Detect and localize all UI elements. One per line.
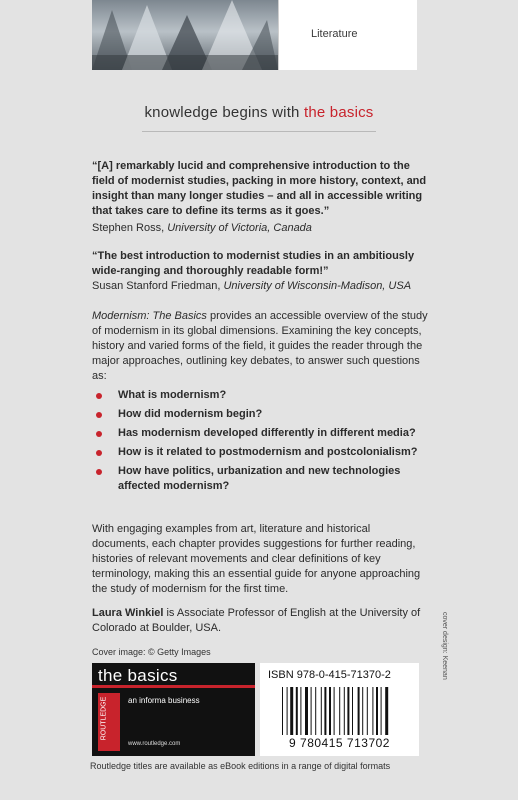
list-item: How did modernism begin?: [96, 407, 426, 422]
cover-image-credit: Cover image: © Getty Images: [92, 647, 211, 657]
series-logo-text: the basics: [98, 666, 178, 685]
business-text: an informa business: [128, 696, 200, 705]
category-label: Literature: [311, 28, 358, 40]
design-credit-text: cover design: Keenan: [441, 612, 448, 680]
series-tagline: [0, 104, 518, 121]
quote-2-affiliation: University of Wisconsin-Madison, USA: [223, 280, 412, 292]
barcode-icon: [280, 687, 410, 735]
series-logo: [92, 663, 255, 756]
architecture-photo-icon: [92, 0, 278, 70]
author-bio-text: is Associate Professor of English at the University of Colorado at Boulder, USA.: [92, 607, 421, 634]
category-label-box: [278, 0, 417, 70]
quote-2-author: Susan Stanford Friedman,: [92, 280, 224, 292]
list-item: How is it related to postmodernism and postcolonialism?: [96, 445, 426, 460]
quote-1-attribution: [92, 221, 428, 236]
divider: [142, 131, 376, 132]
book-title: Modernism: The Basics: [92, 310, 207, 322]
barcode-digits: 9 780415 713702: [289, 736, 390, 750]
logo-red-bar: [92, 685, 255, 688]
quote-1: “[A] remarkably lucid and comprehensive introduction to the field of modernist studies, packing in more history, context, and insight than many longer studies – and all in accessible writing that takes care to define its terms as it goes.”: [92, 160, 427, 217]
cover-photo: [92, 0, 278, 70]
list-item: What is modernism?: [96, 388, 426, 403]
description-body: provides an accessible overview of the study of modernism in its global dimensions. Examining the key concepts, history and varied forms of the field, it guides the reader through the major approaches, outlining key debates, to answer such questions as:: [92, 310, 428, 382]
list-item: How have politics, urbanization and new technologies affected modernism?: [96, 464, 426, 494]
author-name: Laura Winkiel: [92, 607, 164, 619]
isbn-label: ISBN 978-0-415-71370-2: [268, 669, 391, 681]
publisher-url: www.routledge.com: [128, 741, 181, 747]
quote-2: “The best introduction to modernist studies in an ambitiously wide-ranging and thoroughly readable form!”: [92, 250, 415, 277]
description: [92, 309, 428, 384]
routledge-logo-icon: [98, 693, 120, 751]
closing-paragraph: With engaging examples from art, literature and historical documents, each chapter provides suggestions for further reading, histories of relevant movements and clear definitions of key terminology, making this an essential guide for anyone approaching the study of modernism for the first time.: [92, 523, 421, 595]
question-list: [96, 388, 426, 498]
publisher-name: ROUTLEDGE: [100, 696, 108, 741]
quote-1-affiliation: University of Victoria, Canada: [167, 222, 312, 234]
tagline-highlight: the basics: [303, 104, 374, 121]
quote-1-author: Stephen Ross,: [92, 222, 168, 234]
tagline-prefix: knowledge begins with: [144, 104, 304, 121]
quote-2-attribution: [92, 279, 428, 294]
list-item: Has modernism developed differently in different media?: [96, 426, 426, 441]
author-bio: [92, 606, 428, 636]
isbn-box: [260, 663, 419, 756]
ebook-note: Routledge titles are available as eBook editions in a range of digital formats: [90, 761, 391, 771]
